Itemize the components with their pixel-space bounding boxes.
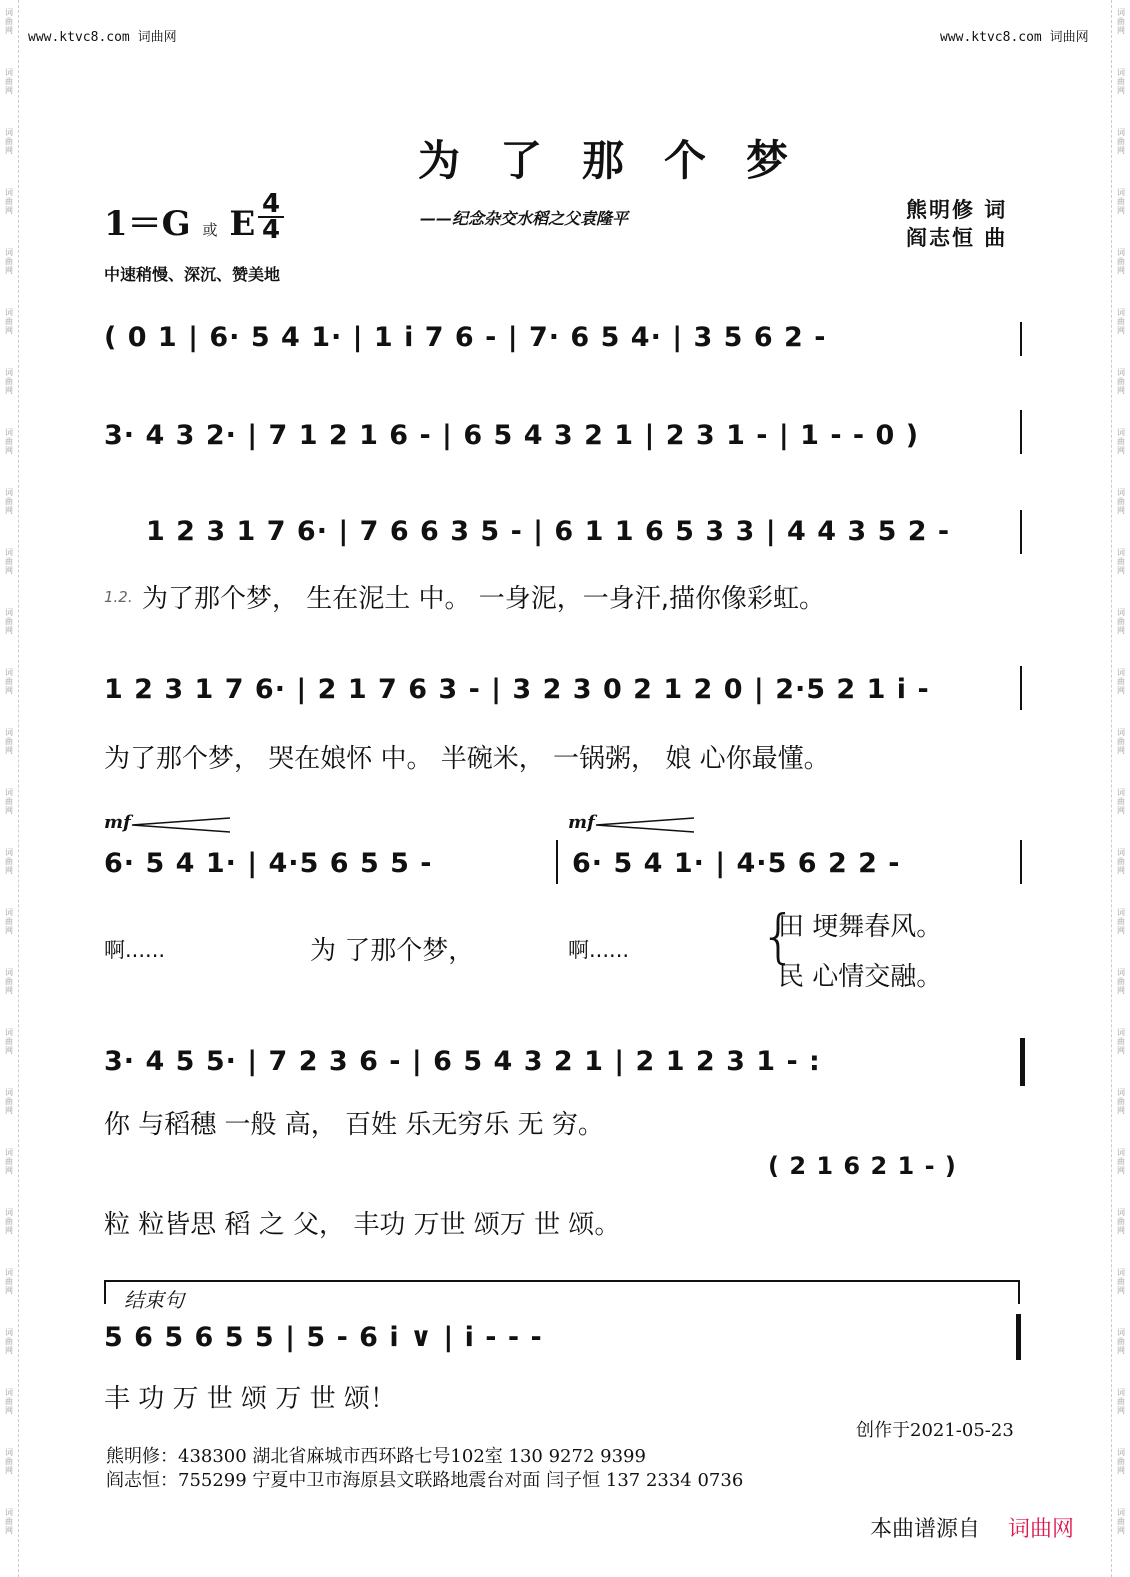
lyric-alt-1: 田 埂舞春风。 bbox=[778, 912, 943, 942]
lyric-ah-a: 啊...... bbox=[104, 938, 166, 962]
watermark-mark: 词曲网 bbox=[5, 788, 13, 815]
source-label: 本曲谱源自 bbox=[870, 1517, 981, 1542]
key-or: 或 bbox=[202, 221, 218, 239]
lyrics-line-6a: 你 与稻穗 一般 高， 百姓 乐无穷乐 无 穷。 bbox=[104, 1110, 604, 1140]
lyricist-credit: 熊明修 词 bbox=[906, 198, 1008, 222]
watermark-mark: 词曲网 bbox=[5, 608, 13, 635]
score-line-5a: 6· 5 4 1· | 4·5 6 5 5 - bbox=[104, 848, 433, 879]
watermark-mark: 词曲网 bbox=[1117, 8, 1125, 35]
ending-bracket bbox=[104, 1280, 1020, 1304]
watermark-mark: 词曲网 bbox=[5, 308, 13, 335]
barline bbox=[1020, 510, 1022, 554]
score-ending: 5 6 5 6 5 5 | 5 - 6 i ∨ | i - - - bbox=[104, 1322, 543, 1353]
watermark-mark: 词曲网 bbox=[1117, 1088, 1125, 1115]
final-barline bbox=[1016, 1314, 1021, 1360]
watermark-mark: 词曲网 bbox=[1117, 308, 1125, 335]
watermark-mark: 词曲网 bbox=[5, 1508, 13, 1535]
time-signature bbox=[258, 189, 284, 245]
watermark-mark: 词曲网 bbox=[1117, 1388, 1125, 1415]
site-label-right[interactable]: www.ktvc8.com 词曲网 bbox=[940, 30, 1089, 45]
barline bbox=[1020, 410, 1022, 454]
watermark-mark: 词曲网 bbox=[1117, 188, 1125, 215]
barline bbox=[556, 840, 558, 884]
composer-credit: 阎志恒 曲 bbox=[906, 226, 1008, 250]
watermark-mark: 词曲网 bbox=[1117, 1328, 1125, 1355]
brace-icon: { bbox=[760, 902, 797, 970]
watermark-mark: 词曲网 bbox=[1117, 1148, 1125, 1175]
lyric-ah-b: 啊...... bbox=[568, 938, 630, 962]
created-date: 创作于2021-05-23 bbox=[856, 1420, 1014, 1441]
site-label-left[interactable]: www.ktvc8.com 词曲网 bbox=[28, 30, 177, 45]
watermark-mark: 词曲网 bbox=[5, 848, 13, 875]
watermark-mark: 词曲网 bbox=[1117, 248, 1125, 275]
watermark-mark: 词曲网 bbox=[1117, 788, 1125, 815]
interlude: ( 2 1 6 2 1 - ) bbox=[768, 1152, 957, 1180]
watermark-mark: 词曲网 bbox=[1117, 848, 1125, 875]
score-line-6: 3· 4 5 5· | 7 2 3 6 - | 6 5 4 3 2 1 | 2 1 2 3 1 - : bbox=[104, 1046, 821, 1077]
lyrics-line-4: 为了那个梦， 哭在娘怀 中。 半碗米， 一锅粥， 娘 心你最懂。 bbox=[104, 744, 830, 774]
lyric-for-dream: 为 了那个梦， bbox=[310, 936, 475, 966]
watermark-mark: 词曲网 bbox=[1117, 908, 1125, 935]
watermark-mark: 词曲网 bbox=[1117, 1508, 1125, 1535]
dynamic-mf-a: mf bbox=[104, 812, 131, 833]
score-line-2: 3· 4 3 2· | 7 1 2 1 6 - | 6 5 4 3 2 1 | 2 3 1 - | 1 - - 0 ) bbox=[104, 420, 920, 451]
watermark-mark: 词曲网 bbox=[5, 188, 13, 215]
score-line-1: ( 0 1 | 6· 5 4 1· | 1 i 7 6 - | 7· 6 5 4· | 3 5 6 2 - bbox=[104, 322, 827, 353]
key-signature bbox=[104, 196, 255, 245]
score-line-3: 1 2 3 1 7 6· | 7 6 6 3 5 - | 6 1 1 6 5 3 3 | 4 4 3 5 2 - bbox=[146, 516, 951, 547]
ending-label: 结束句 bbox=[124, 1288, 184, 1312]
watermark-mark: 词曲网 bbox=[5, 68, 13, 95]
watermark-mark: 词曲网 bbox=[5, 368, 13, 395]
watermark-mark: 词曲网 bbox=[1117, 128, 1125, 155]
barline bbox=[1020, 840, 1022, 884]
watermark-mark: 词曲网 bbox=[5, 728, 13, 755]
watermark-mark: 词曲网 bbox=[5, 428, 13, 455]
watermark-mark: 词曲网 bbox=[1117, 1268, 1125, 1295]
watermark-mark: 词曲网 bbox=[5, 1148, 13, 1175]
crescendo-a bbox=[130, 816, 230, 834]
key-alt: E bbox=[229, 204, 256, 244]
watermark-mark: 词曲网 bbox=[1117, 428, 1125, 455]
watermark-mark: 词曲网 bbox=[5, 548, 13, 575]
watermark-mark: 词曲网 bbox=[5, 1028, 13, 1055]
watermark-mark: 词曲网 bbox=[5, 1268, 13, 1295]
contact-composer: 阎志恒：755299 宁夏中卫市海原县文联路地震台对面 闫子恒 137 2334 0736 bbox=[106, 1470, 744, 1491]
watermark-mark: 词曲网 bbox=[1117, 1448, 1125, 1475]
watermark-mark: 词曲网 bbox=[1117, 608, 1125, 635]
barline bbox=[1020, 666, 1022, 710]
watermark-mark: 词曲网 bbox=[1117, 668, 1125, 695]
watermark-mark: 词曲网 bbox=[1117, 1208, 1125, 1235]
watermark-mark: 词曲网 bbox=[5, 1208, 13, 1235]
contact-lyricist: 熊明修：438300 湖北省麻城市西环路七号102室 130 9272 9399 bbox=[106, 1446, 646, 1467]
verse-number: 1.2. bbox=[104, 588, 133, 606]
watermark-mark: 词曲网 bbox=[5, 908, 13, 935]
watermark-mark: 词曲网 bbox=[1117, 1028, 1125, 1055]
lyrics-line-3: 为了那个梦， 生在泥土 中。 一身泥，一身汗,描你像彩虹。 bbox=[142, 584, 826, 614]
watermark-mark: 词曲网 bbox=[5, 8, 13, 35]
watermark-mark: 词曲网 bbox=[1117, 68, 1125, 95]
watermark-mark: 词曲网 bbox=[5, 1448, 13, 1475]
watermark-mark: 词曲网 bbox=[5, 1388, 13, 1415]
watermark-mark: 词曲网 bbox=[5, 968, 13, 995]
watermark-mark: 词曲网 bbox=[5, 668, 13, 695]
left-watermark-strip bbox=[0, 0, 19, 1577]
crescendo-b bbox=[594, 816, 694, 834]
score-line-4: 1 2 3 1 7 6· | 2 1 7 6 3 - | 3 2 3 0 2 1 2 0 | 2·5 2 1 i - bbox=[104, 674, 930, 705]
brand-link[interactable]: 词曲网 bbox=[1008, 1517, 1075, 1542]
dynamic-mf-b: mf bbox=[568, 812, 595, 833]
lyrics-ending: 丰 功 万 世 颂 万 世 颂！ bbox=[104, 1384, 396, 1414]
watermark-mark: 词曲网 bbox=[1117, 968, 1125, 995]
watermark-mark: 词曲网 bbox=[1117, 728, 1125, 755]
song-title: 为了那个梦 bbox=[418, 136, 829, 185]
watermark-mark: 词曲网 bbox=[1117, 548, 1125, 575]
repeat-barline bbox=[1020, 1038, 1025, 1086]
watermark-mark: 词曲网 bbox=[5, 128, 13, 155]
lyrics-line-6b: 粒 粒皆思 稻 之 父， 丰功 万世 颂万 世 颂。 bbox=[104, 1210, 621, 1240]
time-bottom: 4 bbox=[261, 215, 281, 245]
watermark-mark: 词曲网 bbox=[5, 248, 13, 275]
barline bbox=[1020, 322, 1022, 356]
score-line-5b: 6· 5 4 1· | 4·5 6 2 2 - bbox=[572, 848, 901, 879]
time-top: 4 bbox=[261, 189, 281, 219]
watermark-mark: 词曲网 bbox=[1117, 368, 1125, 395]
subtitle: ——纪念杂交水稻之父袁隆平 bbox=[420, 209, 629, 228]
watermark-mark: 词曲网 bbox=[5, 1328, 13, 1355]
tempo-marking: 中速稍慢、深沉、赞美地 bbox=[104, 265, 281, 284]
key-main: 1＝G bbox=[104, 204, 191, 244]
watermark-mark: 词曲网 bbox=[5, 1088, 13, 1115]
lyric-alt-2: 民 心情交融。 bbox=[778, 962, 943, 992]
watermark-mark: 词曲网 bbox=[5, 488, 13, 515]
watermark-mark: 词曲网 bbox=[1117, 488, 1125, 515]
right-watermark-strip bbox=[1111, 0, 1130, 1577]
